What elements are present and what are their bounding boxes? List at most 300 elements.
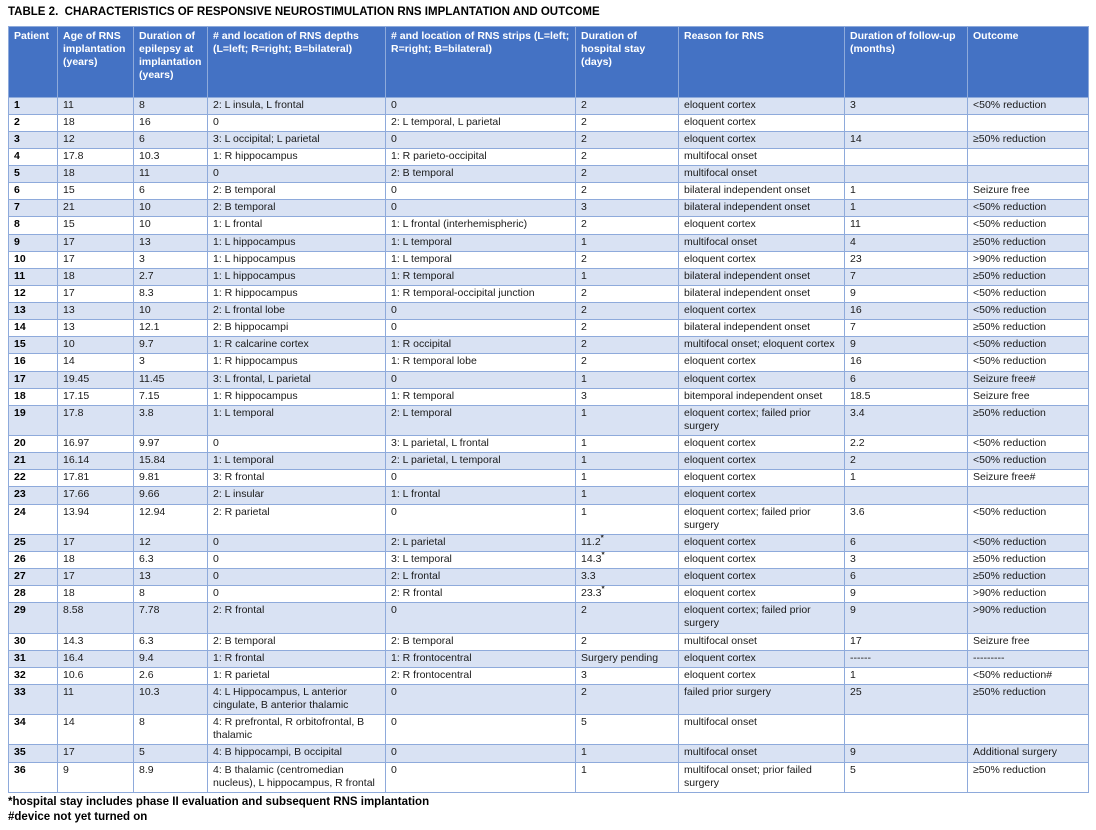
table-cell: 4: B hippocampi, B occipital: [208, 745, 386, 762]
table-cell: 2: R parietal: [208, 504, 386, 534]
table-cell: Additional surgery: [968, 745, 1089, 762]
table-cell: [845, 487, 968, 504]
table-cell: eloquent cortex; failed prior surgery: [679, 504, 845, 534]
table-title: TABLE 2. CHARACTERISTICS OF RESPONSIVE NEUROSTIMULATION RNS IMPLANTATION AND OUTCOME: [8, 6, 600, 18]
table-cell: 17: [58, 285, 134, 302]
table-cell: >90% reduction: [968, 586, 1089, 603]
column-header: Reason for RNS: [679, 27, 845, 98]
table-cell: 17.81: [58, 470, 134, 487]
table-cell: eloquent cortex; failed prior surgery: [679, 603, 845, 633]
table-cell: 9: [845, 586, 968, 603]
table-row: [9, 268, 1089, 285]
table-cell: ≥50% reduction: [968, 569, 1089, 586]
table-cell: 0: [386, 603, 576, 633]
patient-id-cell: 17: [9, 371, 58, 388]
table-row: [9, 684, 1089, 714]
table-cell: 1: [576, 405, 679, 435]
table-cell: 13: [134, 234, 208, 251]
table-cell: 0: [386, 200, 576, 217]
table-cell: [968, 487, 1089, 504]
table-cell: 2: L insular: [208, 487, 386, 504]
table-cell: bilateral independent onset: [679, 320, 845, 337]
table-cell: 19.45: [58, 371, 134, 388]
patient-id-cell: 27: [9, 569, 58, 586]
patient-id-cell: 19: [9, 405, 58, 435]
table-body: [9, 97, 1089, 792]
table-cell: [968, 114, 1089, 131]
table-cell: 17: [58, 234, 134, 251]
patient-id-cell: 24: [9, 504, 58, 534]
table-cell: [845, 148, 968, 165]
table-cell: ≥50% reduction: [968, 131, 1089, 148]
column-header: Patient: [9, 27, 58, 98]
patient-id-cell: 28: [9, 586, 58, 603]
table-cell: 8.58: [58, 603, 134, 633]
table-cell: bilateral independent onset: [679, 268, 845, 285]
patient-id-cell: 35: [9, 745, 58, 762]
table-cell: 25: [845, 684, 968, 714]
column-header: Duration of epilepsy at implantation (years): [134, 27, 208, 98]
table-cell: 1: [845, 200, 968, 217]
table-cell: <50% reduction: [968, 285, 1089, 302]
table-cell: 1: R temporal: [386, 268, 576, 285]
table-cell: 11: [58, 684, 134, 714]
table-cell: 8: [134, 586, 208, 603]
table-cell: 0: [386, 715, 576, 745]
table-cell: 1: R hippocampus: [208, 354, 386, 371]
table-row: [9, 487, 1089, 504]
patient-id-cell: 26: [9, 551, 58, 568]
table-cell: 0: [386, 183, 576, 200]
table-row: [9, 285, 1089, 302]
patient-id-cell: 7: [9, 200, 58, 217]
table-cell: 3.6: [845, 504, 968, 534]
table-cell: eloquent cortex: [679, 354, 845, 371]
table-cell: 13.94: [58, 504, 134, 534]
table-cell: 0: [386, 470, 576, 487]
patient-id-cell: 12: [9, 285, 58, 302]
table-row: [9, 148, 1089, 165]
table-cell: eloquent cortex: [679, 371, 845, 388]
table-cell: 3.8: [134, 405, 208, 435]
table-cell: 1: R occipital: [386, 337, 576, 354]
table-cell: 8: [134, 715, 208, 745]
table-cell: 4: L Hippocampus, L anterior cingulate, B anterior thalamic: [208, 684, 386, 714]
table-row: [9, 551, 1089, 568]
table-cell: 16: [845, 303, 968, 320]
table-cell: multifocal onset: [679, 715, 845, 745]
table-cell: [845, 715, 968, 745]
table-cell: <50% reduction: [968, 436, 1089, 453]
table-cell: 2: [576, 183, 679, 200]
table-cell: 0: [208, 166, 386, 183]
table-cell: 3: L temporal: [386, 551, 576, 568]
table-cell: 16: [134, 114, 208, 131]
table-cell: 17: [58, 745, 134, 762]
table-cell: 9: [845, 337, 968, 354]
table-cell: 2: L temporal: [386, 405, 576, 435]
table-cell: 2: B temporal: [386, 633, 576, 650]
patient-id-cell: 15: [9, 337, 58, 354]
patient-id-cell: 16: [9, 354, 58, 371]
table-cell: <50% reduction: [968, 217, 1089, 234]
table-cell: 2: [576, 684, 679, 714]
table-row: [9, 436, 1089, 453]
patient-id-cell: 18: [9, 388, 58, 405]
table-cell: 1: R frontal: [208, 650, 386, 667]
table-cell: eloquent cortex: [679, 586, 845, 603]
table-row: [9, 762, 1089, 792]
table-cell: 1: [576, 268, 679, 285]
table-row: [9, 183, 1089, 200]
table-cell: Seizure free#: [968, 470, 1089, 487]
table-cell: <50% reduction: [968, 303, 1089, 320]
table-cell: <50% reduction: [968, 534, 1089, 551]
table-cell: 15: [58, 217, 134, 234]
table-cell: 0: [208, 436, 386, 453]
patient-id-cell: 4: [9, 148, 58, 165]
column-header: Age of RNS implantation (years): [58, 27, 134, 98]
table-cell: 10: [58, 337, 134, 354]
table-cell: >90% reduction: [968, 251, 1089, 268]
table-cell: 2: B temporal: [386, 166, 576, 183]
table-cell: 1: [845, 183, 968, 200]
table-cell: <50% reduction: [968, 337, 1089, 354]
table-row: [9, 354, 1089, 371]
table-cell: eloquent cortex: [679, 650, 845, 667]
table-cell: 9: [845, 745, 968, 762]
table-cell: ≥50% reduction: [968, 268, 1089, 285]
table-cell: 2: [576, 320, 679, 337]
table-cell: bilateral independent onset: [679, 183, 845, 200]
table-cell: 1: L frontal: [386, 487, 576, 504]
table-row: [9, 97, 1089, 114]
table-row: [9, 745, 1089, 762]
table-cell: <50% reduction: [968, 354, 1089, 371]
column-header: # and location of RNS depths (L=left; R=right; B=bilateral): [208, 27, 386, 98]
table-cell: 2: [576, 148, 679, 165]
patient-id-cell: 3: [9, 131, 58, 148]
table-cell: 1: R temporal-occipital junction: [386, 285, 576, 302]
table-cell: multifocal onset: [679, 148, 845, 165]
table-cell: 2: L temporal, L parietal: [386, 114, 576, 131]
table-cell: Seizure free#: [968, 371, 1089, 388]
table-cell: eloquent cortex: [679, 470, 845, 487]
patient-id-cell: 33: [9, 684, 58, 714]
table-cell: 2: L parietal, L temporal: [386, 453, 576, 470]
table-cell: 12: [58, 131, 134, 148]
table-row: [9, 388, 1089, 405]
table-cell: 1: L temporal: [208, 405, 386, 435]
table-row: [9, 303, 1089, 320]
table-cell: 6: [134, 183, 208, 200]
table-cell: 0: [386, 762, 576, 792]
table-cell: ≥50% reduction: [968, 684, 1089, 714]
table-row: [9, 586, 1089, 603]
table-cell: eloquent cortex: [679, 569, 845, 586]
table-cell: 16: [845, 354, 968, 371]
table-row: [9, 320, 1089, 337]
table-row: [9, 200, 1089, 217]
table-cell: 1: R calcarine cortex: [208, 337, 386, 354]
table-cell: 0: [386, 131, 576, 148]
table-cell: 17.8: [58, 405, 134, 435]
table-cell: 2: [576, 633, 679, 650]
table-cell: 16.97: [58, 436, 134, 453]
table-cell: [968, 148, 1089, 165]
table-header: [9, 27, 1089, 98]
table-row: [9, 667, 1089, 684]
rns-characteristics-table: [8, 26, 1089, 793]
table-row: [9, 217, 1089, 234]
table-cell: 2: L parietal: [386, 534, 576, 551]
table-cell: 1: R hippocampus: [208, 388, 386, 405]
table-cell: bilateral independent onset: [679, 285, 845, 302]
table-cell: 2: R frontocentral: [386, 667, 576, 684]
table-cell: [968, 166, 1089, 183]
table-cell: 14: [845, 131, 968, 148]
table-cell: 23.3*: [576, 586, 679, 603]
table-cell: 1: R parietal: [208, 667, 386, 684]
table-cell: 1: [576, 504, 679, 534]
table-cell: 1: [576, 470, 679, 487]
table-cell: 14: [58, 715, 134, 745]
table-cell: bitemporal independent onset: [679, 388, 845, 405]
table-cell: 7: [845, 320, 968, 337]
table-cell: 3: [576, 388, 679, 405]
table-cell: ≥50% reduction: [968, 320, 1089, 337]
table-cell: 0: [208, 114, 386, 131]
table-row: [9, 337, 1089, 354]
table-cell: eloquent cortex: [679, 114, 845, 131]
table-cell: ≥50% reduction: [968, 405, 1089, 435]
table-cell: 2: L insula, L frontal: [208, 97, 386, 114]
table-cell: 9.81: [134, 470, 208, 487]
table-cell: 14.3: [58, 633, 134, 650]
table-cell: 16.4: [58, 650, 134, 667]
table-cell: 7: [845, 268, 968, 285]
patient-id-cell: 2: [9, 114, 58, 131]
table-cell: multifocal onset; eloquent cortex: [679, 337, 845, 354]
table-row: [9, 371, 1089, 388]
table-cell: 2: R frontal: [386, 586, 576, 603]
table-cell: 17.8: [58, 148, 134, 165]
table-cell: 2: [845, 453, 968, 470]
table-cell: eloquent cortex: [679, 303, 845, 320]
table-cell: 11: [134, 166, 208, 183]
table-cell: 10: [134, 200, 208, 217]
table-cell: 9.7: [134, 337, 208, 354]
table-cell: 17: [58, 569, 134, 586]
table-cell: <50% reduction: [968, 200, 1089, 217]
table-cell: 1: R hippocampus: [208, 285, 386, 302]
table-cell: 15: [58, 183, 134, 200]
table-cell: 18: [58, 114, 134, 131]
table-cell: failed prior surgery: [679, 684, 845, 714]
patient-id-cell: 5: [9, 166, 58, 183]
patient-id-cell: 32: [9, 667, 58, 684]
patient-id-cell: 36: [9, 762, 58, 792]
table-cell: 8: [134, 97, 208, 114]
table-cell: 12: [134, 534, 208, 551]
table-cell: 15.84: [134, 453, 208, 470]
table-cell: 1: L frontal: [208, 217, 386, 234]
table-cell: 9: [58, 762, 134, 792]
table-cell: 2: B hippocampi: [208, 320, 386, 337]
table-cell: 17: [58, 534, 134, 551]
table-cell: 0: [386, 684, 576, 714]
table-row: [9, 569, 1089, 586]
table-cell: 2: R frontal: [208, 603, 386, 633]
patient-id-cell: 8: [9, 217, 58, 234]
table-cell: 2: [576, 251, 679, 268]
table-cell: 2: B temporal: [208, 200, 386, 217]
table-cell: 6.3: [134, 551, 208, 568]
table-cell: 16.14: [58, 453, 134, 470]
table-cell: 0: [386, 97, 576, 114]
table-cell: >90% reduction: [968, 603, 1089, 633]
table-cell: Seizure free: [968, 388, 1089, 405]
table-cell: eloquent cortex: [679, 487, 845, 504]
table-cell: 10: [134, 303, 208, 320]
table-cell: 3: [134, 251, 208, 268]
column-header: Duration of hospital stay (days): [576, 27, 679, 98]
column-header: # and location of RNS strips (L=left; R=right; B=bilateral): [386, 27, 576, 98]
table-cell: 9.4: [134, 650, 208, 667]
table-cell: 0: [386, 745, 576, 762]
patient-id-cell: 6: [9, 183, 58, 200]
table-row: [9, 453, 1089, 470]
table-cell: 8.3: [134, 285, 208, 302]
table-cell: 10.6: [58, 667, 134, 684]
table-cell: ---------: [968, 650, 1089, 667]
table-cell: 1: [845, 470, 968, 487]
table-cell: 2.7: [134, 268, 208, 285]
table-cell: 17: [58, 251, 134, 268]
table-cell: 1: R hippocampus: [208, 148, 386, 165]
table-cell: 4: B thalamic (centromedian nucleus), L hippocampus, R frontal: [208, 762, 386, 792]
table-cell: 1: [576, 487, 679, 504]
table-row: [9, 114, 1089, 131]
table-cell: 6: [845, 534, 968, 551]
table-cell: 2: [576, 217, 679, 234]
table-cell: 2: L frontal lobe: [208, 303, 386, 320]
patient-id-cell: 34: [9, 715, 58, 745]
patient-id-cell: 30: [9, 633, 58, 650]
table-cell: <50% reduction: [968, 453, 1089, 470]
patient-id-cell: 14: [9, 320, 58, 337]
table-cell: 6.3: [134, 633, 208, 650]
table-row: [9, 470, 1089, 487]
table-cell: 18: [58, 268, 134, 285]
table-row: [9, 405, 1089, 435]
table-cell: 7.78: [134, 603, 208, 633]
table-cell: 0: [208, 569, 386, 586]
table-cell: [845, 114, 968, 131]
table-cell: 17.66: [58, 487, 134, 504]
table-cell: 1: L hippocampus: [208, 234, 386, 251]
table-cell: 13: [58, 303, 134, 320]
table-cell: eloquent cortex: [679, 131, 845, 148]
table-cell: 3: [845, 97, 968, 114]
table-row: [9, 251, 1089, 268]
table-cell: multifocal onset: [679, 745, 845, 762]
table-cell: 5: [845, 762, 968, 792]
table-cell: ≥50% reduction: [968, 551, 1089, 568]
table-cell: 2: [576, 354, 679, 371]
table-cell: 2: B temporal: [208, 633, 386, 650]
table-cell: Seizure free: [968, 633, 1089, 650]
table-cell: 10.3: [134, 148, 208, 165]
table-cell: 17.15: [58, 388, 134, 405]
table-cell: eloquent cortex: [679, 217, 845, 234]
table-cell: 0: [386, 303, 576, 320]
patient-id-cell: 11: [9, 268, 58, 285]
table-cell: 7.15: [134, 388, 208, 405]
patient-id-cell: 25: [9, 534, 58, 551]
footnote-hospital-stay: *hospital stay includes phase II evaluation and subsequent RNS implantation: [8, 795, 430, 808]
table-cell: 1: [576, 745, 679, 762]
table-cell: 18: [58, 586, 134, 603]
table-cell: 1: L temporal: [386, 234, 576, 251]
table-cell: 23: [845, 251, 968, 268]
table-cell: 3: [576, 200, 679, 217]
table-cell: <50% reduction#: [968, 667, 1089, 684]
table-cell: 6: [134, 131, 208, 148]
table-cell: 6: [845, 569, 968, 586]
table-cell: 1: [576, 371, 679, 388]
table-cell: 1: L temporal: [386, 251, 576, 268]
table-cell: 3: L parietal, L frontal: [386, 436, 576, 453]
table-cell: ------: [845, 650, 968, 667]
table-cell: 2: [576, 114, 679, 131]
table-cell: 13: [58, 320, 134, 337]
table-cell: 9: [845, 603, 968, 633]
table-cell: 9: [845, 285, 968, 302]
table-cell: Surgery pending: [576, 650, 679, 667]
table-cell: 14.3*: [576, 551, 679, 568]
patient-id-cell: 13: [9, 303, 58, 320]
table-cell: 1: [845, 667, 968, 684]
patient-id-cell: 23: [9, 487, 58, 504]
table-cell: <50% reduction: [968, 504, 1089, 534]
table-cell: ≥50% reduction: [968, 762, 1089, 792]
patient-id-cell: 9: [9, 234, 58, 251]
table-cell: 18.5: [845, 388, 968, 405]
table-row: [9, 234, 1089, 251]
table-cell: 2: [576, 97, 679, 114]
table-row: [9, 166, 1089, 183]
table-cell: 3.3: [576, 569, 679, 586]
table-cell: 2: [576, 131, 679, 148]
table-cell: 18: [58, 551, 134, 568]
table-cell: <50% reduction: [968, 97, 1089, 114]
footnote-device: #device not yet turned on: [8, 810, 148, 823]
table-cell: eloquent cortex; failed prior surgery: [679, 405, 845, 435]
table-cell: eloquent cortex: [679, 97, 845, 114]
table-cell: [845, 166, 968, 183]
table-cell: 6: [845, 371, 968, 388]
table-cell: eloquent cortex: [679, 551, 845, 568]
table-cell: ≥50% reduction: [968, 234, 1089, 251]
table-cell: 11: [58, 97, 134, 114]
table-cell: 0: [386, 371, 576, 388]
table-cell: 1: R temporal: [386, 388, 576, 405]
table-cell: 3: [576, 667, 679, 684]
table-cell: 1: R parieto-occipital: [386, 148, 576, 165]
table-cell: 3: R frontal: [208, 470, 386, 487]
table-cell: 9.97: [134, 436, 208, 453]
